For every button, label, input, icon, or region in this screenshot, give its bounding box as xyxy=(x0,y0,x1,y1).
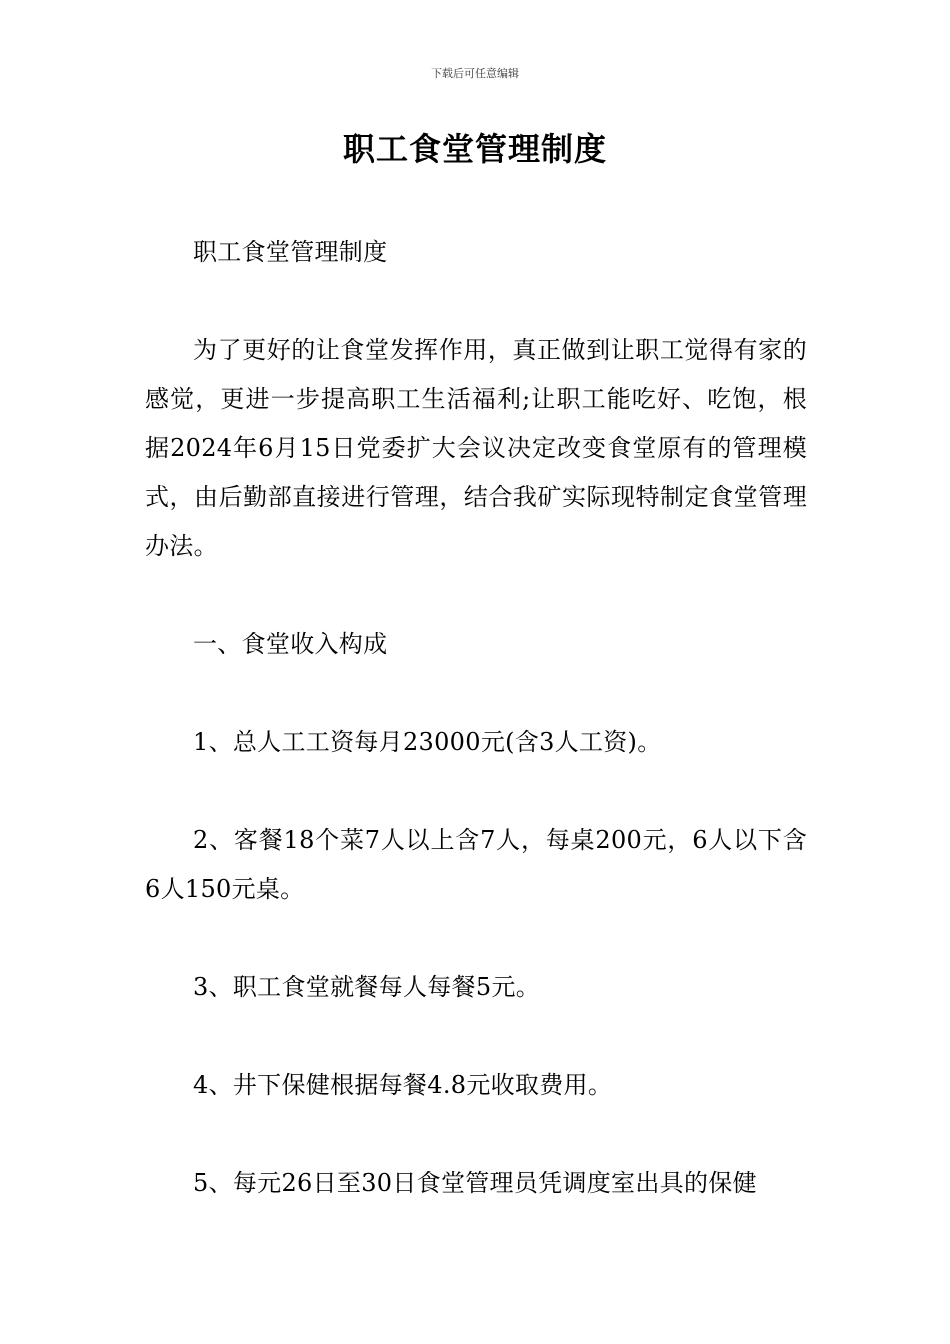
paragraph-spacer xyxy=(145,767,807,816)
list-item-1: 1、总人工工资每月23000元(含3人工资)。 xyxy=(193,728,662,756)
paragraph-spacer xyxy=(145,571,807,620)
document-title: 职工食堂管理制度 xyxy=(342,130,607,168)
list-item-5: 5、每元26日至30日食堂管理员凭调度室出具的保健 xyxy=(193,1169,757,1197)
paragraph-spacer xyxy=(145,669,807,718)
paragraph-subtitle: 职工食堂管理制度 xyxy=(193,238,388,266)
paragraph-spacer xyxy=(145,1012,807,1061)
paragraph-spacer xyxy=(145,277,807,326)
header-note: 下载后可任意编辑 xyxy=(431,67,519,80)
paragraph-spacer xyxy=(145,914,807,963)
section-heading-income: 一、食堂收入构成 xyxy=(193,630,388,658)
document-body xyxy=(145,228,807,1208)
list-item-3: 3、职工食堂就餐每人每餐5元。 xyxy=(193,973,541,1001)
paragraph-intro: 为了更好的让食堂发挥作用，真正做到让职工觉得有家的感觉，更进一步提高职工生活福利;让职工能吃好、吃饱，根据2024年6月15日党委扩大会议决定改变食堂原有的管理模式，由后勤部直接进行管理，结合我矿实际现特制定食堂管理办法。 xyxy=(145,336,807,560)
list-item-4: 4、井下保健根据每餐4.8元收取费用。 xyxy=(193,1071,613,1099)
paragraph-spacer xyxy=(145,1110,807,1159)
list-item-2: 2、客餐18个菜7人以上含7人，每桌200元，6人以下含6人150元桌。 xyxy=(145,826,807,903)
